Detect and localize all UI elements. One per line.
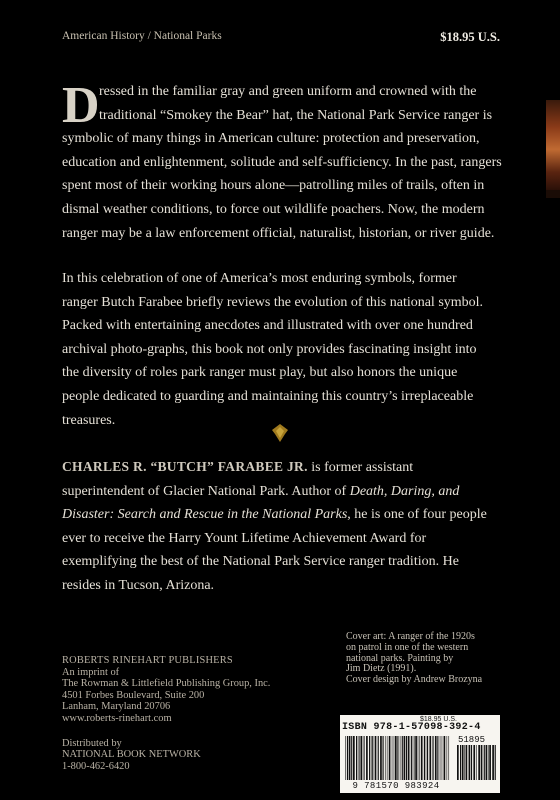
barcode-number: 9 781570 983924	[352, 781, 440, 791]
distributor-line: NATIONAL BOOK NETWORK	[62, 749, 201, 761]
distributor-phone: 1-800-462-6420	[62, 760, 130, 772]
author-book-title: Death, Daring, and Disaster: Search and Rescue in the National Parks	[62, 483, 460, 523]
author-bio-text: , he is one of four people ever to receive the Harry Yount Lifetime Achievement Award for exemplifying the best of the National Park Service ranger tradition. He resides in Tucson, Arizona.	[62, 507, 487, 593]
credit-line: on patrol in one of the western	[346, 641, 469, 653]
barcode-panel	[340, 715, 500, 793]
credit-line: Jim Dietz (1991).	[346, 663, 417, 675]
price-label: $18.95 U.S.	[440, 30, 500, 44]
author-name: CHARLES R. “BUTCH” FARABEE JR.	[62, 459, 308, 474]
description-line: traditional “Smokey the Bear” hat, the National Park Service ranger is	[99, 107, 493, 123]
description-line: symbolic of many things in American culture: protection and preservation,	[62, 131, 480, 147]
publisher-website: www.roberts-rinehart.com	[62, 712, 172, 724]
dropcap-letter: D	[62, 77, 100, 134]
description-line: dismal weather conditions, to force out wildlife poachers. Now, the modern	[62, 201, 485, 217]
description-paragraph-1	[62, 77, 502, 245]
author-bio-text: is former assistant superintendent of Glacier National Park. Author of	[62, 460, 414, 499]
description-line: ressed in the familiar gray and green uniform and crowned with the	[99, 84, 477, 99]
publisher-info	[62, 655, 270, 772]
description-paragraph-2: In this celebration of one of America’s most enduring symbols, former ranger Butch Farabee briefly reviews the evolution of this national symbol. Packed with entertaining anecdotes and illustrated with over one hundred archival photo-graphs, this book not only provides fascinating insight into the diversity of roles park ranger must play, but also honors the unique people dedicated to guarding and maintaining this country’s irreplaceable treasures.	[62, 271, 484, 428]
credit-line: Cover design by Andrew Brozyna	[346, 674, 483, 686]
cover-credits	[346, 632, 516, 686]
arrowhead-icon	[272, 424, 288, 442]
publisher-line: The Rowman & Littlefield Publishing Group, Inc.	[62, 678, 271, 690]
barcode-icon	[344, 736, 450, 780]
credit-line: national parks. Painting by	[346, 652, 454, 664]
category-label: American History / National Parks	[62, 30, 222, 42]
description-line: spent most of their working hours alone—patrolling miles of trails, often in	[62, 178, 485, 194]
barcode-addon-icon	[456, 745, 496, 780]
publisher-line: Lanham, Maryland 20706	[62, 701, 171, 713]
distributor-line: Distributed by	[62, 737, 122, 749]
barcode-price: $18.95 U.S.	[420, 716, 457, 723]
description-line: education and enlightenment, solitude and self-sufficiency. In the past, rangers	[62, 154, 502, 170]
author-bio	[62, 455, 494, 598]
publisher-line: 4501 Forbes Boulevard, Suite 200	[62, 689, 205, 701]
publisher-line: An imprint of	[62, 666, 120, 678]
isbn-label: ISBN 978-1-57098-392-4	[342, 722, 481, 733]
publisher-line: ROBERTS RINEHART PUBLISHERS	[62, 655, 233, 666]
credit-line: Cover art: A ranger of the 1920s	[346, 631, 475, 642]
front-cover-edge	[546, 100, 560, 190]
description-line: ranger may be a law enforcement official, naturalist, historian, or river guide.	[62, 225, 495, 241]
front-cover-edge-shadow	[546, 190, 560, 198]
barcode-addon-number: 51895	[458, 735, 486, 745]
